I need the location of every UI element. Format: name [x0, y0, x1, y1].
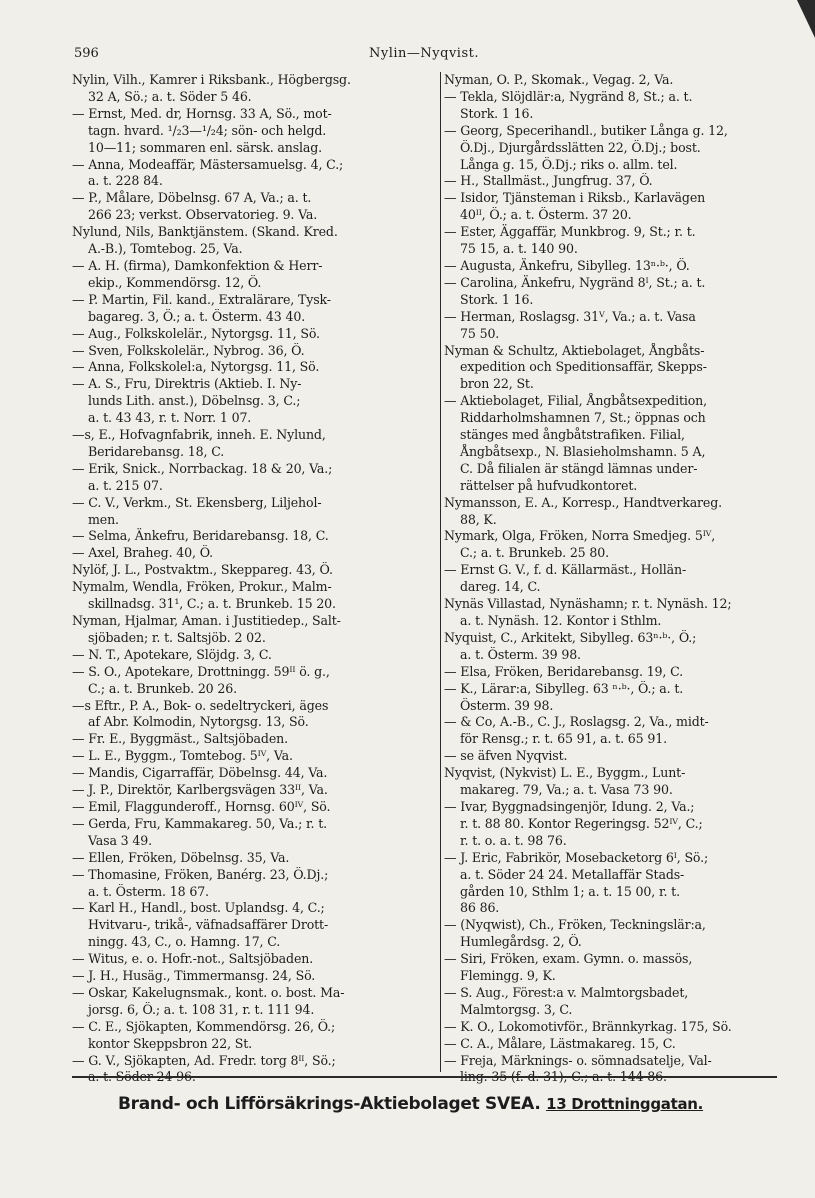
directory-entry-line: — P., Målare, Döbelnsg. 67 A, Va.; a. t.: [72, 190, 312, 206]
running-title: Nylin—Nyqvist.: [369, 46, 479, 61]
column-divider: [440, 72, 441, 1072]
page-header: [74, 46, 774, 66]
directory-entry-line: 75 50.: [460, 325, 500, 341]
footer-rule: [72, 1076, 777, 1078]
directory-entry-line: a. t. Österm. 18 67.: [88, 883, 209, 899]
directory-entry-line: a. t. 228 84.: [88, 173, 163, 189]
directory-entry-line: — Gerda, Fru, Kammakareg. 50, Va.; r. t.: [72, 815, 328, 831]
directory-entry-line: Stork. 1 16.: [460, 291, 534, 307]
directory-entry-line: — Karl H., Handl., bost. Uplandsg. 4, C.;: [72, 900, 325, 916]
directory-entry-line: — & Co, A.-B., C. J., Roslagsg. 2, Va., midt-: [444, 714, 709, 730]
directory-entry-line: — Anna, Modeaffär, Mästersamuelsg. 4, C.;: [72, 156, 344, 172]
directory-entry-line: 86 86.: [460, 900, 500, 916]
directory-entry-line: Nylin, Vilh., Kamrer i Riksbank., Högbergsg.: [72, 72, 351, 87]
directory-entry-line: — Augusta, Änkefru, Sibylleg. 13ⁿ·ᵇ·, Ö.: [444, 257, 690, 273]
directory-entry-line: a. t. Nynäsh. 12. Kontor i Sthlm.: [460, 613, 662, 628]
directory-entry-line: Malmtorgsg. 3, C.: [460, 1001, 573, 1017]
directory-entry-line: expedition och Speditionsaffär, Skepps-: [460, 359, 707, 375]
directory-entry-line: — S. O., Apotekare, Drottningg. 59ᴵᴵ ö. g.,: [72, 663, 330, 679]
directory-entry-line: Nymansson, E. A., Korresp., Handtverkareg.: [444, 494, 722, 510]
directory-entry-line: a. t. Söder 24 24. Metallaffär Stads-: [460, 866, 685, 882]
directory-entry-line: — Aktiebolaget, Filial, Ångbåtsexpedition,: [444, 393, 707, 409]
directory-entry-line: r. t. 88 80. Kontor Regeringsg. 52ᴵⱽ, C.;: [460, 815, 703, 831]
directory-entry-line: Nymalm, Wendla, Fröken, Prokur., Malm-: [72, 579, 332, 595]
directory-entry-line: — Aug., Folkskolelär., Nytorgsg. 11, Sö.: [72, 325, 320, 341]
directory-entry-line: — Tekla, Slöjdlär:a, Nygränd 8, St.; a. t.: [444, 88, 693, 104]
directory-entry-line: jorsg. 6, Ö.; a. t. 108 31, r. t. 111 94.: [88, 1001, 315, 1017]
directory-entry-line: Nylund, Nils, Banktjänstem. (Skand. Kred.: [72, 224, 338, 240]
directory-entry-line: —s Eftr., P. A., Bok- o. sedeltryckeri, äges: [72, 697, 329, 713]
directory-entry-line: — Oskar, Kakelugnsmak., kont. o. bost. Ma-: [72, 984, 345, 1000]
directory-entry-line: — Mandis, Cigarraffär, Döbelnsg. 44, Va.: [72, 765, 328, 781]
left-column: [72, 72, 440, 1086]
directory-entry-line: 10—11; sommaren enl. särsk. anslag.: [88, 139, 323, 155]
directory-entry-line: — S. Aug., Förest:a v. Malmtorgsbadet,: [444, 984, 689, 1000]
directory-entry-line: — C. A., Målare, Lästmakareg. 15, C.: [444, 1035, 676, 1051]
directory-entry-line: Stork. 1 16.: [460, 105, 534, 121]
directory-entry-line: — Axel, Braheg. 40, Ö.: [72, 545, 214, 561]
directory-entry-line: — Fr. E., Byggmäst., Saltsjöbaden.: [72, 731, 288, 747]
directory-entry-line: stänges med ångbåtstrafiken. Filial,: [460, 427, 685, 443]
directory-entry-line: 32 A, Sö.; a. t. Söder 5 46.: [88, 88, 252, 104]
directory-entry-line: a. t. 215 07.: [88, 477, 163, 493]
directory-entry-line: — Isidor, Tjänsteman i Riksb., Karlavägen: [444, 190, 706, 206]
directory-entry-line: C.; a. t. Brunkeb. 20 26.: [88, 680, 237, 696]
directory-entry-line: — se äfven Nyqvist.: [444, 748, 568, 764]
directory-entry-line: kontor Skeppsbron 22, St.: [88, 1035, 253, 1051]
directory-entry-line: Nyquist, C., Arkitekt, Sibylleg. 63ⁿ·ᵇ·, Ö.;: [444, 629, 697, 645]
directory-entry-line: — L. E., Byggm., Tomtebog. 5ᴵⱽ, Va.: [72, 748, 293, 764]
directory-entry-line: makareg. 79, Va.; a. t. Vasa 73 90.: [460, 782, 673, 798]
directory-entry-line: af Abr. Kolmodin, Nytorgsg. 13, Sö.: [88, 714, 309, 730]
directory-entry-line: — P. Martin, Fil. kand., Extralärare, Tysk-: [72, 291, 331, 307]
directory-entry-line: — H., Stallmäst., Jungfrug. 37, Ö.: [444, 173, 653, 189]
directory-entry-line: — Ellen, Fröken, Döbelnsg. 35, Va.: [72, 849, 290, 865]
directory-entry-line: — Thomasine, Fröken, Banérg. 23, Ö.Dj.;: [72, 866, 329, 882]
directory-entry-line: Vasa 3 49.: [88, 832, 152, 848]
directory-entry-line: — Witus, e. o. Hofr.-not., Saltsjöbaden.: [72, 951, 314, 967]
directory-entry-line: — Freja, Märknings- o. sömnadsatelje, Val-: [444, 1052, 712, 1068]
directory-entry-line: Humlegårdsg. 2, Ö.: [460, 934, 582, 950]
directory-entry-line: Nyman & Schultz, Aktiebolaget, Ångbåts-: [444, 342, 705, 358]
directory-entry-line: Långa g. 15, Ö.Dj.; riks o. allm. tel.: [460, 156, 678, 172]
directory-entry-line: — Ivar, Byggnadsingenjör, Idung. 2, Va.;: [444, 798, 695, 814]
directory-entry-line: Ångbåtsexp., N. Blasieholmshamn. 5 A,: [460, 443, 706, 459]
directory-entry-line: Hvitvaru-, trikå-, väfnadsaffärer Drott-: [88, 917, 329, 933]
directory-entry-line: för Rensg.; r. t. 65 91, a. t. 65 91.: [460, 731, 667, 747]
directory-entry-line: — Siri, Fröken, exam. Gymn. o. massös,: [444, 951, 693, 967]
directory-entry-line: gården 10, Sthlm 1; a. t. 15 00, r. t.: [460, 883, 680, 899]
directory-entry-line: bagareg. 3, Ö.; a. t. Österm. 43 40.: [88, 308, 306, 324]
directory-entry-line: dareg. 14, C.: [460, 579, 541, 595]
directory-entry-line: Nynäs Villastad, Nynäshamn; r. t. Nynäsh. 12;: [444, 596, 732, 612]
directory-entry-line: a. t. Österm. 39 98.: [460, 646, 581, 662]
page-corner-mark: [785, 0, 815, 38]
directory-entry-line: A.-B.), Tomtebog. 25, Va.: [88, 241, 243, 257]
directory-entry-line: men.: [88, 511, 119, 527]
directory-entry-line: Nyman, Hjalmar, Aman. i Justitiedep., Salt-: [72, 613, 341, 628]
directory-entry-line: — A. H. (firma), Damkonfektion & Herr-: [72, 257, 323, 273]
directory-entry-line: ekip., Kommendörsg. 12, Ö.: [88, 274, 262, 290]
directory-entry-line: —s, E., Hofvagnfabrik, inneh. E. Nylund,: [72, 427, 326, 443]
directory-entry-line: bron 22, St.: [460, 376, 534, 392]
directory-entry-line: 266 23; verkst. Observatorieg. 9. Va.: [88, 207, 318, 223]
directory-entry-line: — Ernst G. V., f. d. Källarmäst., Hollän-: [444, 562, 687, 578]
directory-entry-line: Ö.Dj., Djurgårdsslätten 22, Ö.Dj.; bost.: [460, 139, 701, 155]
directory-entry-line: — Erik, Snick., Norrbackag. 18 & 20, Va.;: [72, 460, 333, 476]
directory-entry-line: sjöbaden; r. t. Saltsjöb. 2 02.: [88, 629, 266, 645]
directory-entry-line: r. t. o. a. t. 98 76.: [460, 832, 567, 848]
directory-entry-line: Nyqvist, (Nykvist) L. E., Byggm., Lunt-: [444, 765, 686, 781]
directory-entry-line: — K., Lärar:a, Sibylleg. 63 ⁿ·ᵇ·, Ö.; a. t.: [444, 680, 684, 696]
directory-entry-line: Flemingg. 9, K.: [460, 968, 556, 984]
directory-entry-line: — K. O., Lokomotivför., Brännkyrkag. 175, Sö.: [444, 1018, 732, 1034]
directory-entry-line: — Ernst, Med. dr, Hornsg. 33 A, Sö., mot-: [72, 105, 332, 121]
right-column: [444, 72, 815, 1086]
directory-entry-line: — J. Eric, Fabrikör, Mosebacketorg 6ᴵ, Sö.;: [444, 849, 709, 865]
directory-entry-line: Beridarebansg. 18, C.: [88, 443, 225, 459]
directory-entry-line: Österm. 39 98.: [460, 697, 554, 713]
directory-entry-line: Nymark, Olga, Fröken, Norra Smedjeg. 5ᴵⱽ,: [444, 528, 716, 544]
directory-entry-line: — Georg, Specerihandl., butiker Långa g. 12,: [444, 122, 728, 138]
directory-entry-line: ningg. 43, C., o. Hamng. 17, C.: [88, 934, 281, 950]
page-number: 596: [74, 46, 99, 61]
directory-entry-line: — Anna, Folkskolel:a, Nytorgsg. 11, Sö.: [72, 359, 320, 375]
directory-entry-line: — C. V., Verkm., St. Ekensberg, Liljehol-: [72, 494, 322, 510]
directory-entry-line: 75 15, a. t. 140 90.: [460, 241, 578, 257]
directory-entry-line: C.; a. t. Brunkeb. 25 80.: [460, 545, 609, 561]
directory-entry-line: — C. E., Sjökapten, Kommendörsg. 26, Ö.;: [72, 1018, 336, 1034]
directory-entry-line: — Selma, Änkefru, Beridarebansg. 18, C.: [72, 528, 329, 544]
directory-entry-line: — Ester, Äggaffär, Munkbrog. 9, St.; r. t.: [444, 224, 696, 240]
footer-advertisement: [118, 1094, 758, 1114]
directory-entry-line: Riddarholmshamnen 7, St.; öppnas och: [460, 410, 706, 426]
directory-entry-line: rättelser på hufvudkontoret.: [460, 477, 638, 493]
directory-entry-line: skillnadsg. 31¹, C.; a. t. Brunkeb. 15 20.: [88, 596, 336, 612]
directory-entry-line: lunds Lith. anst.), Döbelnsg. 3, C.;: [88, 393, 301, 409]
directory-entry-line: — A. S., Fru, Direktris (Aktieb. I. Ny-: [72, 376, 302, 392]
directory-entry-line: a. t. 43 43, r. t. Norr. 1 07.: [88, 410, 252, 426]
directory-entry-line: — N. T., Apotekare, Slöjdg. 3, C.: [72, 646, 272, 662]
directory-entry-line: 40ᴵᴵ, Ö.; a. t. Österm. 37 20.: [460, 207, 632, 223]
directory-entry-line: — Carolina, Änkefru, Nygränd 8ᴵ, St.; a. t.: [444, 274, 706, 290]
directory-entry-line: — J. P., Direktör, Karlbergsvägen 33ᴵᴵ, Va.: [72, 782, 328, 798]
directory-entry-line: — Elsa, Fröken, Beridarebansg. 19, C.: [444, 663, 684, 679]
directory-entry-line: — Herman, Roslagsg. 31ⱽ, Va.; a. t. Vasa: [444, 308, 696, 324]
directory-entry-line: 88, K.: [460, 511, 497, 527]
directory-entry-line: Nyman, O. P., Skomak., Vegag. 2, Va.: [444, 72, 674, 87]
directory-entry-line: — Sven, Folkskolelär., Nybrog. 36, Ö.: [72, 342, 305, 358]
directory-entry-line: — (Nyqwist), Ch., Fröken, Teckningslär:a,: [444, 917, 706, 933]
directory-entry-line: — J. H., Husäg., Timmermansg. 24, Sö.: [72, 968, 316, 984]
directory-entry-line: — Emil, Flaggunderoff., Hornsg. 60ᴵⱽ, Sö.: [72, 798, 331, 814]
ad-company-name: Brand- och Lifförsäkrings-Aktiebolaget SVEA.: [118, 1094, 541, 1114]
directory-entry-line: C. Då filialen är stängd lämnas under-: [460, 460, 698, 476]
directory-entry-line: — G. V., Sjökapten, Ad. Fredr. torg 8ᴵᴵ, Sö.;: [72, 1052, 336, 1068]
directory-entry-line: Nylöf, J. L., Postvaktm., Skeppareg. 43, Ö.: [72, 562, 333, 578]
directory-entry-line: tagn. hvard. ¹/₂3—¹/₂4; sön- och helgd.: [88, 122, 327, 138]
ad-address: 13 Drottninggatan.: [546, 1095, 704, 1113]
